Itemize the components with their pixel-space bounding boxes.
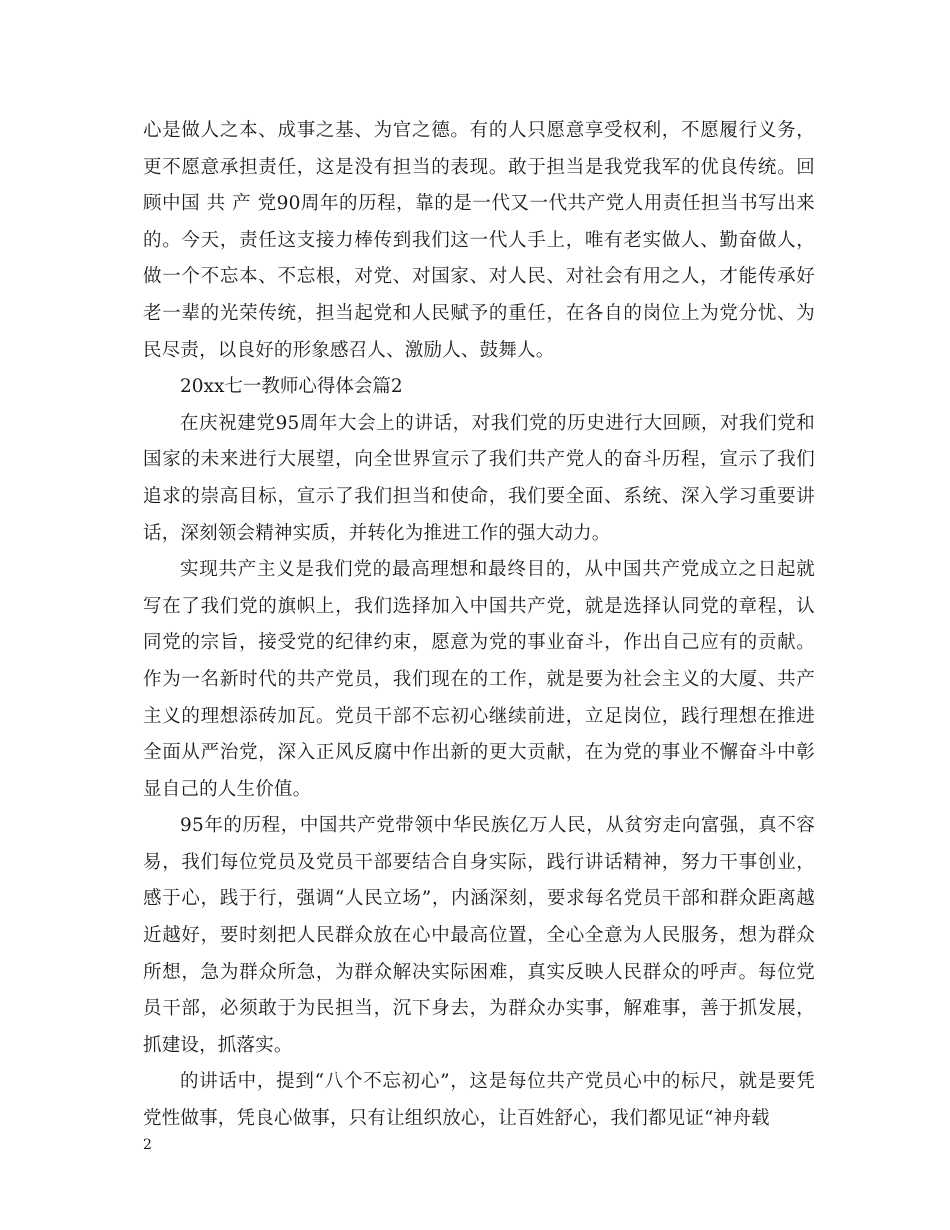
paragraph: 实现共产主义是我们党的最高理想和最终目的，从中国共产党成立之日起就写在了我们党的旗帜上，我们选择加入中国共产党，就是选择认同党的章程，认同党的宗旨，接受党的纪律约束，愿意为党的事业奋斗，作出自己应有的贡献。作为一名新时代的共产党员，我们现在的工作，就是要为社会主义的大厦、共产主义的理想添砖加瓦。党员干部不忘初心继续前进，立足岗位，践行理想在推进全面从严治党，深入正风反腐中作出新的更大贡献，在为党的事业不懈奋斗中彰显自己的人生价值。 (143, 559, 815, 800)
document-body (143, 113, 815, 1138)
paragraph-continued: 心是做人之本、成事之基、为官之德。有的人只愿意享受权利，不愿履行义务，更不愿意承担责任，这是没有担当的表现。敢于担当是我党我军的优良传统。回顾中国 共 产 党90周年的历程，靠的是一代又一代共产党人用责任担当书写出来的。今天，责任这支接力棒传到我们这一代人手上，唯有老实做人、勤奋做人，做一个不忘本、不忘根，对党、对国家、对人民、对社会有用之人，才能传承好老一辈的光荣传统，担当起党和人民赋予的重任，在各自的岗位上为党分忧、为民尽责，以良好的形象感召人、激励人、鼓舞人。 (143, 120, 815, 361)
paragraph: 95年的历程，中国共产党带领中华民族亿万人民，从贫穷走向富强，真不容易，我们每位党员及党员干部要结合自身实际，践行讲话精神，努力干事创业，感于心，践于行，强调“人民立场”，内涵深刻，要求每名党员干部和群众距离越近越好，要时刻把人民群众放在心中最高位置，全心全意为人民服务，想为群众所想，急为群众所急，为群众解决实际困难，真实反映人民群众的呼声。每位党员干部，必须敢于为民担当，沉下身去，为群众办实事，解难事，善于抓发展，抓建设，抓落实。 (143, 815, 815, 1056)
paragraph: 在庆祝建党95周年大会上的讲话，对我们党的历史进行大回顾，对我们党和国家的未来进行大展望，向全世界宣示了我们共产党人的奋斗历程，宣示了我们追求的崇高目标，宣示了我们担当和使命，我们要全面、系统、深入学习重要讲话，深刻领会精神实质，并转化为推进工作的强大动力。 (143, 412, 815, 544)
page-number: 2 (143, 1137, 152, 1153)
paragraph: 的讲话中，提到“八个不忘初心”，这是每位共产党员心中的标尺，就是要凭党性做事，凭良心做事，只有让组织放心，让百姓舒心，我们都见证“神舟载 (143, 1071, 815, 1130)
section-heading: 20xx七一教师心得体会篇2 (180, 376, 403, 398)
